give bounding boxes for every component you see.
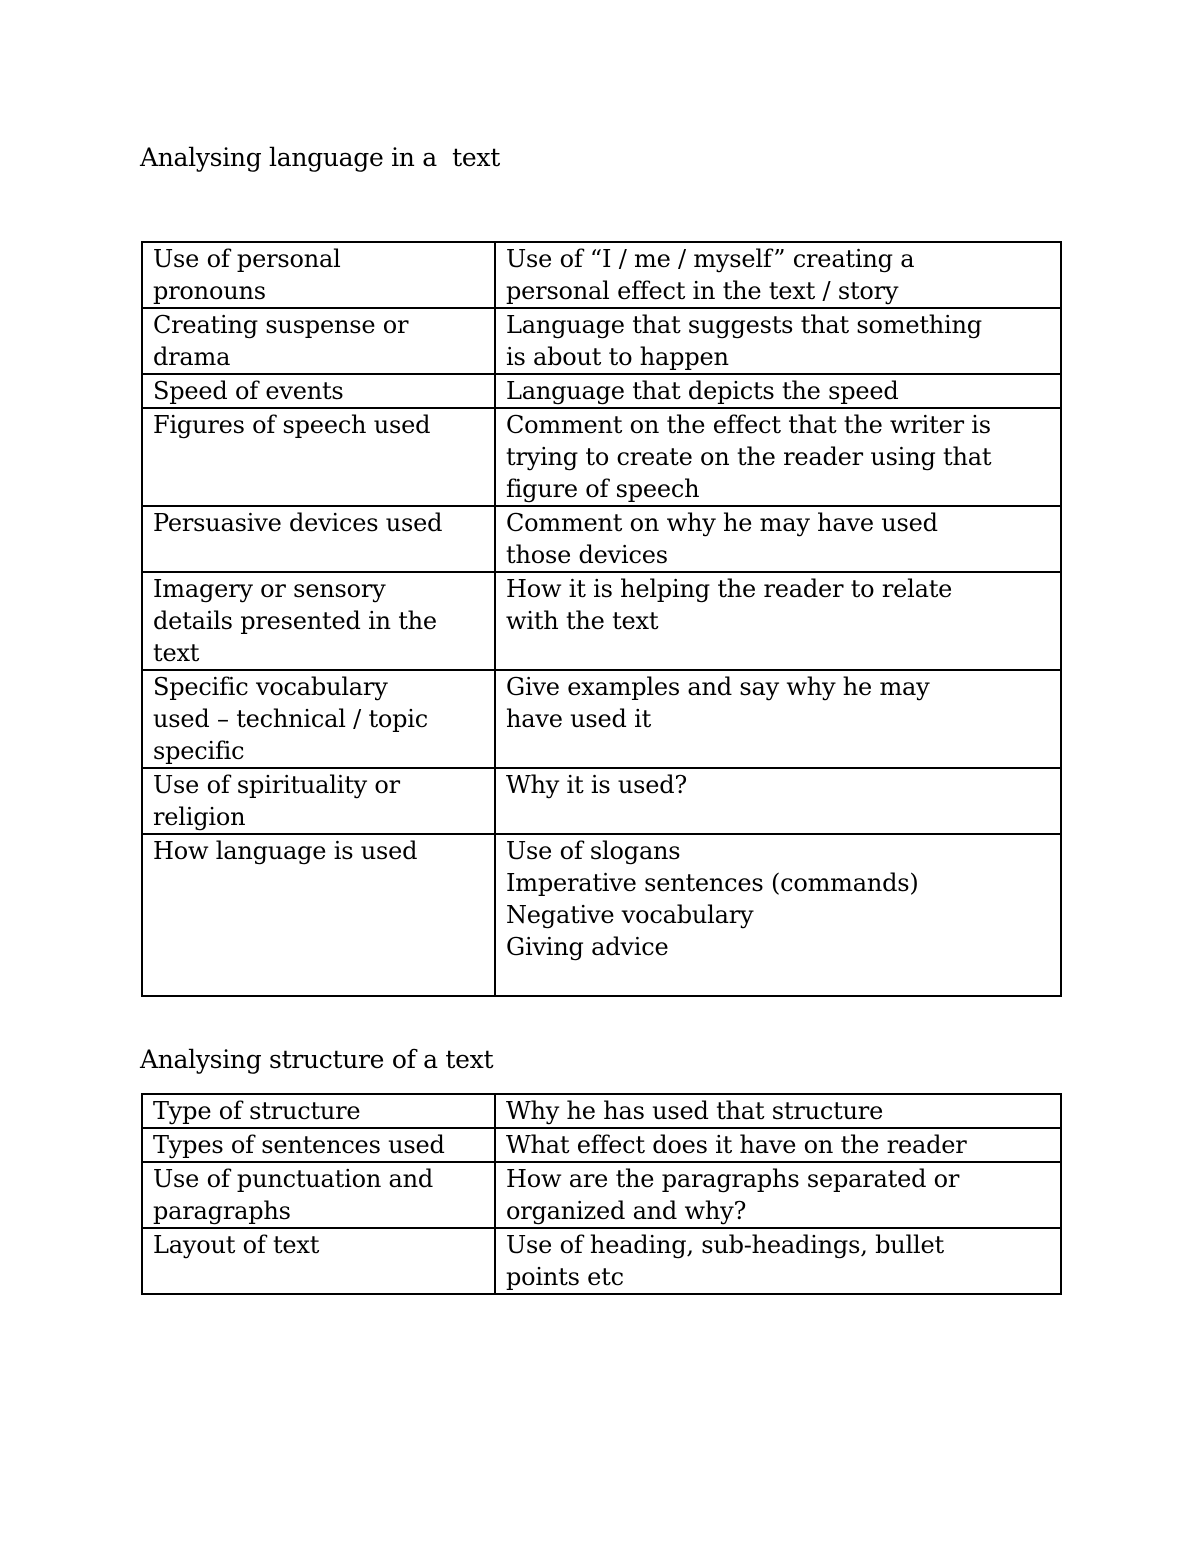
- table-row: [142, 1162, 1061, 1228]
- table-row: [142, 408, 1061, 506]
- cell-line: Use of punctuation and: [153, 1165, 434, 1193]
- cell-line: Use of personal: [153, 245, 341, 273]
- structure-analysis-table: [141, 1093, 1062, 1295]
- table-cell-feature: [142, 374, 495, 408]
- cell-line: How it is helping the reader to relate: [506, 575, 953, 603]
- table-row: [142, 308, 1061, 374]
- table-cell-description: [495, 1162, 1061, 1228]
- table-row: [142, 506, 1061, 572]
- cell-line: Negative vocabulary: [506, 901, 754, 929]
- cell-line: Specific vocabulary: [153, 673, 388, 701]
- cell-line: trying to create on the reader using that: [506, 443, 992, 471]
- table-cell-feature: [142, 506, 495, 572]
- cell-line: figure of speech: [506, 475, 700, 503]
- table-row: [142, 670, 1061, 768]
- table-cell-description: [495, 242, 1061, 308]
- table-cell-feature: [142, 572, 495, 670]
- cell-line: religion: [153, 803, 246, 831]
- cell-line: Use of spirituality or: [153, 771, 400, 799]
- table-cell-feature: [142, 834, 495, 996]
- cell-line: with the text: [506, 607, 659, 635]
- cell-line: Persuasive devices used: [153, 509, 443, 537]
- table-cell-feature: [142, 1228, 495, 1294]
- cell-line: drama: [153, 343, 231, 371]
- cell-line: Layout of text: [153, 1231, 320, 1259]
- cell-line: Imagery or sensory: [153, 575, 386, 603]
- table-cell-description: [495, 506, 1061, 572]
- table-cell-description: [495, 1094, 1061, 1128]
- cell-line: Language that depicts the speed: [506, 377, 899, 405]
- table-cell-feature: [142, 308, 495, 374]
- table-row: [142, 374, 1061, 408]
- table-cell-feature: [142, 1094, 495, 1128]
- table-cell-feature: [142, 768, 495, 834]
- table-cell-description: [495, 374, 1061, 408]
- cell-line: Use of heading, sub-headings, bullet: [506, 1231, 944, 1259]
- table-cell-feature: [142, 670, 495, 768]
- table-row: [142, 834, 1061, 996]
- cell-line: specific: [153, 737, 245, 765]
- table-row: [142, 572, 1061, 670]
- table-row: [142, 242, 1061, 308]
- cell-line: Figures of speech used: [153, 411, 431, 439]
- table-cell-feature: [142, 408, 495, 506]
- cell-line: paragraphs: [153, 1197, 291, 1225]
- language-analysis-table: [141, 241, 1062, 997]
- cell-line: have used it: [506, 705, 652, 733]
- cell-line: How are the paragraphs separated or: [506, 1165, 960, 1193]
- cell-line: Comment on why he may have used: [506, 509, 938, 537]
- cell-line: those devices: [506, 541, 668, 569]
- cell-line: Use of slogans: [506, 837, 681, 865]
- table-row: [142, 768, 1061, 834]
- table-cell-description: [495, 834, 1061, 996]
- table-cell-description: [495, 572, 1061, 670]
- cell-line: What effect does it have on the reader: [506, 1131, 967, 1159]
- cell-line: Why he has used that structure: [506, 1097, 884, 1125]
- table-cell-description: [495, 308, 1061, 374]
- cell-line: personal effect in the text / story: [506, 277, 899, 305]
- cell-line: Imperative sentences (commands): [506, 869, 919, 897]
- cell-line: text: [153, 639, 200, 667]
- table-row: [142, 1228, 1061, 1294]
- cell-line: Types of sentences used: [153, 1131, 445, 1159]
- table-cell-description: [495, 1228, 1061, 1294]
- cell-line: pronouns: [153, 277, 266, 305]
- table-cell-feature: [142, 242, 495, 308]
- cell-line: details presented in the: [153, 607, 437, 635]
- cell-line: points etc: [506, 1263, 624, 1291]
- table-cell-description: [495, 768, 1061, 834]
- cell-line: Use of “I / me / myself” creating a: [506, 245, 915, 273]
- structure-section-heading: Analysing structure of a text: [140, 1045, 494, 1074]
- cell-line: Give examples and say why he may: [506, 673, 930, 701]
- cell-line: How language is used: [153, 837, 418, 865]
- table-cell-description: [495, 1128, 1061, 1162]
- cell-line: Speed of events: [153, 377, 344, 405]
- table-cell-feature: [142, 1162, 495, 1228]
- table-row: [142, 1128, 1061, 1162]
- table-cell-description: [495, 408, 1061, 506]
- cell-line: used – technical / topic: [153, 705, 429, 733]
- table-row: [142, 1094, 1061, 1128]
- cell-line: organized and why?: [506, 1197, 747, 1225]
- table-cell-feature: [142, 1128, 495, 1162]
- cell-line: is about to happen: [506, 343, 729, 371]
- table-cell-description: [495, 670, 1061, 768]
- language-section-heading: Analysing language in a text: [140, 143, 500, 172]
- cell-line: Why it is used?: [506, 771, 688, 799]
- cell-line: Giving advice: [506, 933, 669, 961]
- cell-line: Type of structure: [153, 1097, 361, 1125]
- cell-line: Comment on the effect that the writer is: [506, 411, 991, 439]
- cell-line: Language that suggests that something: [506, 311, 982, 339]
- cell-line: Creating suspense or: [153, 311, 409, 339]
